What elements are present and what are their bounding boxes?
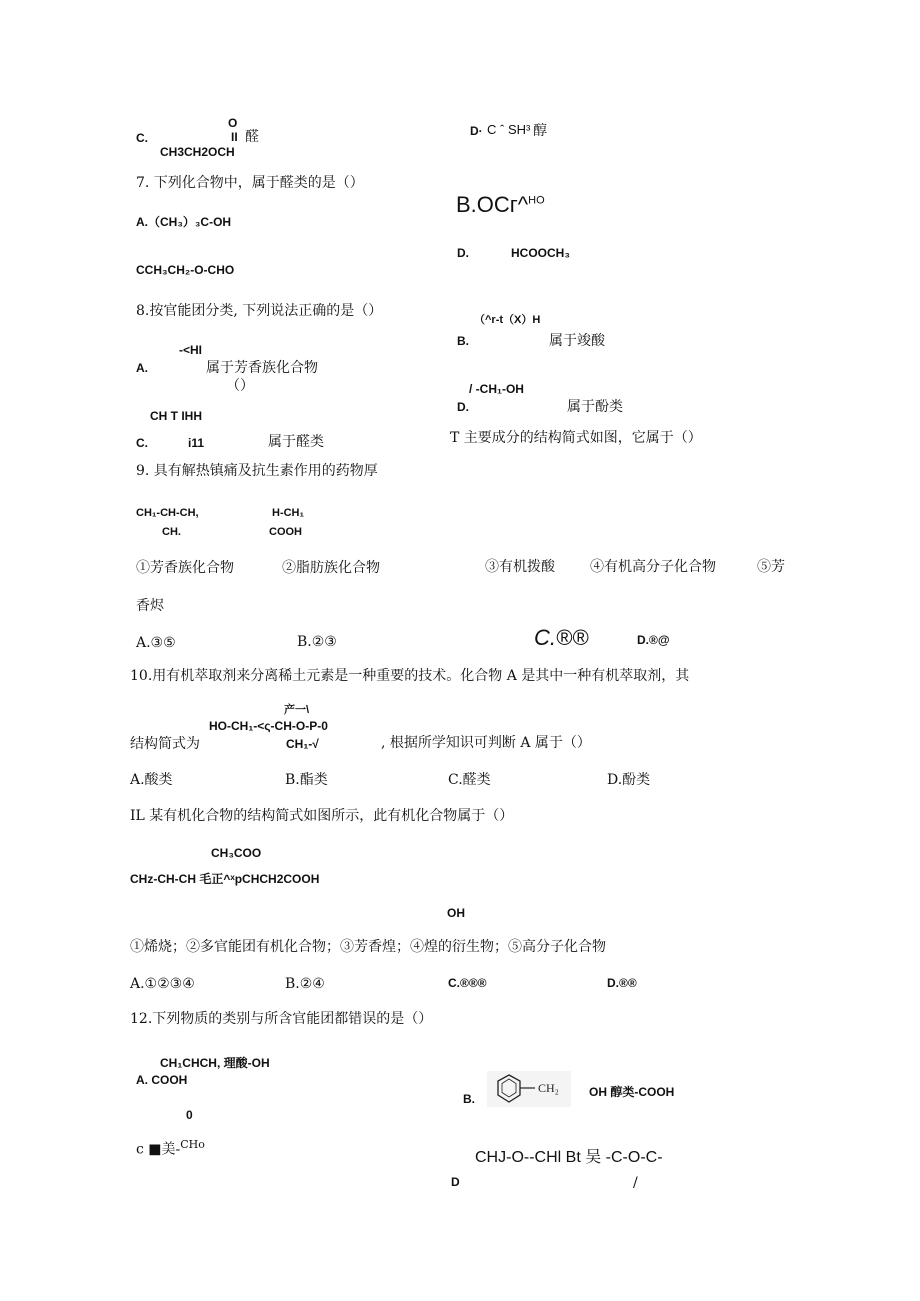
q9-item-5: ⑤芳 — [757, 559, 785, 575]
q9-structure-right-2: COOH — [269, 526, 302, 538]
q9-structure-left-1: CH₁-CH-CH, — [136, 507, 199, 519]
q8-opt-a-label: A. — [136, 361, 148, 375]
q12-opt-b-label: B. — [463, 1092, 475, 1106]
q12-benzene-ch2: CH₂ — [538, 1081, 559, 1095]
q10-structure-top: 产一\ — [284, 704, 310, 716]
q12-opt-c — [136, 1139, 205, 1157]
q9-structure-right-1: H-CH₁ — [272, 507, 305, 519]
q12-opt-a-structure: CH₁CHCH, 理酸-OH — [160, 1056, 270, 1070]
q9-stem-right: T 主要成分的结构简式如图，它属于（） — [450, 430, 702, 446]
q8-opt-a-text: 属于芳香族化合物 — [206, 360, 318, 376]
q6-optd-class: 醇 — [533, 123, 547, 139]
q7-opt-c: CCH₃CH₂-O-CHO — [136, 263, 235, 277]
q8-opt-a-paren: （） — [226, 378, 254, 394]
q9-stem: 9. 具有解热镇痛及抗生素作用的药物厚 — [136, 463, 378, 479]
q8-opt-b-label: B. — [457, 334, 469, 348]
q8-opt-c-label: C. — [136, 436, 148, 450]
q11-structure-bottom: OH — [447, 906, 465, 920]
q10-stem: 10.用有机萃取剂来分离稀土元素是一种重要的技术。化合物 A 是其中一种有机萃取剂，其 — [130, 668, 690, 684]
q12-benzene-structure — [487, 1071, 571, 1107]
q9-item-5-cont: 香烬 — [136, 598, 164, 614]
q12-opt-a-label: A. COOH — [136, 1073, 188, 1087]
q11-structure-main: CHz-CH-CH 毛正^ˣpCHCH2COOH — [130, 872, 320, 886]
q12-opt-d-structure: CHJ-O--CHl Bt 吴 -C-O-C- — [475, 1149, 663, 1166]
q10-opt-a: A.酸类 — [130, 772, 173, 788]
q9-item-4: ④有机高分子化合物 — [590, 559, 716, 575]
q11-opt-c: C.®®® — [448, 976, 487, 990]
q12-stem: 12.下列物质的类别与所含官能团都错误的是（） — [130, 1011, 433, 1027]
q9-item-1: ①芳香族化合物 — [136, 560, 234, 576]
q7-opt-d-label: D. — [457, 246, 469, 260]
q12-opt-c-sup: CHo — [180, 1138, 205, 1151]
q8-opt-c-text: 属于醛类 — [268, 434, 324, 450]
q7-opt-b — [456, 194, 545, 216]
q7-opt-b-sup: HO — [528, 194, 545, 207]
q7-stem: 7. 下列化合物中，属于醛类的是（） — [136, 175, 364, 191]
q12-opt-c-o: 0 — [186, 1108, 193, 1122]
q6-optc-label: C. — [136, 131, 148, 145]
q8-opt-d-text: 属于酚类 — [567, 399, 623, 415]
q8-opt-d-label: D. — [457, 400, 469, 414]
q10-structure-main: HO-CH₁-<ς-CH-O-P-0 — [209, 719, 328, 733]
q10-line2-left: 结构简式为 — [130, 736, 200, 752]
q12-opt-c-text: c ■美- — [136, 1141, 181, 1158]
q9-opt-c: C.®® — [534, 625, 589, 650]
q11-opt-b: B.②④ — [285, 976, 325, 992]
q9-opt-d: D.®@ — [637, 633, 670, 647]
q9-opt-b: B.②③ — [297, 634, 337, 650]
q11-stem: IL 某有机化合物的结构简式如图所示，此有机化合物属于（） — [130, 808, 514, 824]
q12-opt-d-cut-label: D — [451, 1175, 460, 1189]
q12-opt-b-text: OH 醇类-COOH — [589, 1085, 675, 1099]
q8-opt-b-structure: （^r-t（X）H — [474, 314, 541, 326]
q6-optd-label: D· — [470, 124, 483, 138]
q8-opt-c-structure: CH T IHH — [150, 409, 202, 423]
q10-opt-c: C.醛类 — [448, 772, 491, 788]
q11-opt-d: D.®® — [607, 976, 637, 990]
q7-opt-d-formula: HCOOCH₃ — [511, 246, 570, 260]
q10-line2-right: , 根据所学知识可判断 A 属于（） — [381, 735, 591, 751]
q6-optc-double-bond: II — [231, 130, 238, 144]
q7-opt-b-text: B.OCг^ — [456, 192, 529, 217]
q6-optd-formula: C ˆ SH³ — [487, 122, 531, 137]
q8-stem: 8.按官能团分类, 下列说法正确的是（） — [136, 303, 383, 319]
q10-structure-bottom: CH₁-√ — [286, 737, 319, 751]
q11-items: ①烯烧；②多官能团有机化合物；③芳香煌；④煌的衍生物；⑤高分子化合物 — [130, 939, 606, 955]
q9-opt-a: A.③⑤ — [136, 635, 176, 651]
q8-opt-c-mid: i11 — [188, 436, 205, 450]
q6-optc-carbonyl-o: O — [228, 116, 238, 130]
q8-opt-a-structure: -<HI — [179, 343, 203, 357]
q8-opt-b-text: 属于竣酸 — [549, 333, 605, 349]
q10-opt-d: D.酚类 — [607, 772, 651, 788]
q9-item-2: ②脂肪族化合物 — [282, 560, 380, 576]
q8-opt-d-structure: / -CH₁-OH — [469, 382, 524, 396]
q6-optc-formula: CH3CH2OCH — [160, 145, 235, 159]
q9-item-3: ③有机拨酸 — [485, 559, 555, 575]
q9-structure-left-2: CH. — [162, 526, 181, 538]
q11-structure-top: CH₃COO — [211, 846, 262, 860]
q7-opt-a: A.（CH₃）₃C-OH — [136, 215, 232, 229]
q12-opt-d-cut-tick: / — [633, 1175, 638, 1191]
q6-optc-class: 醛 — [245, 129, 259, 145]
q10-opt-b: B.酯类 — [285, 772, 328, 788]
q11-opt-a: A.①②③④ — [130, 976, 195, 992]
